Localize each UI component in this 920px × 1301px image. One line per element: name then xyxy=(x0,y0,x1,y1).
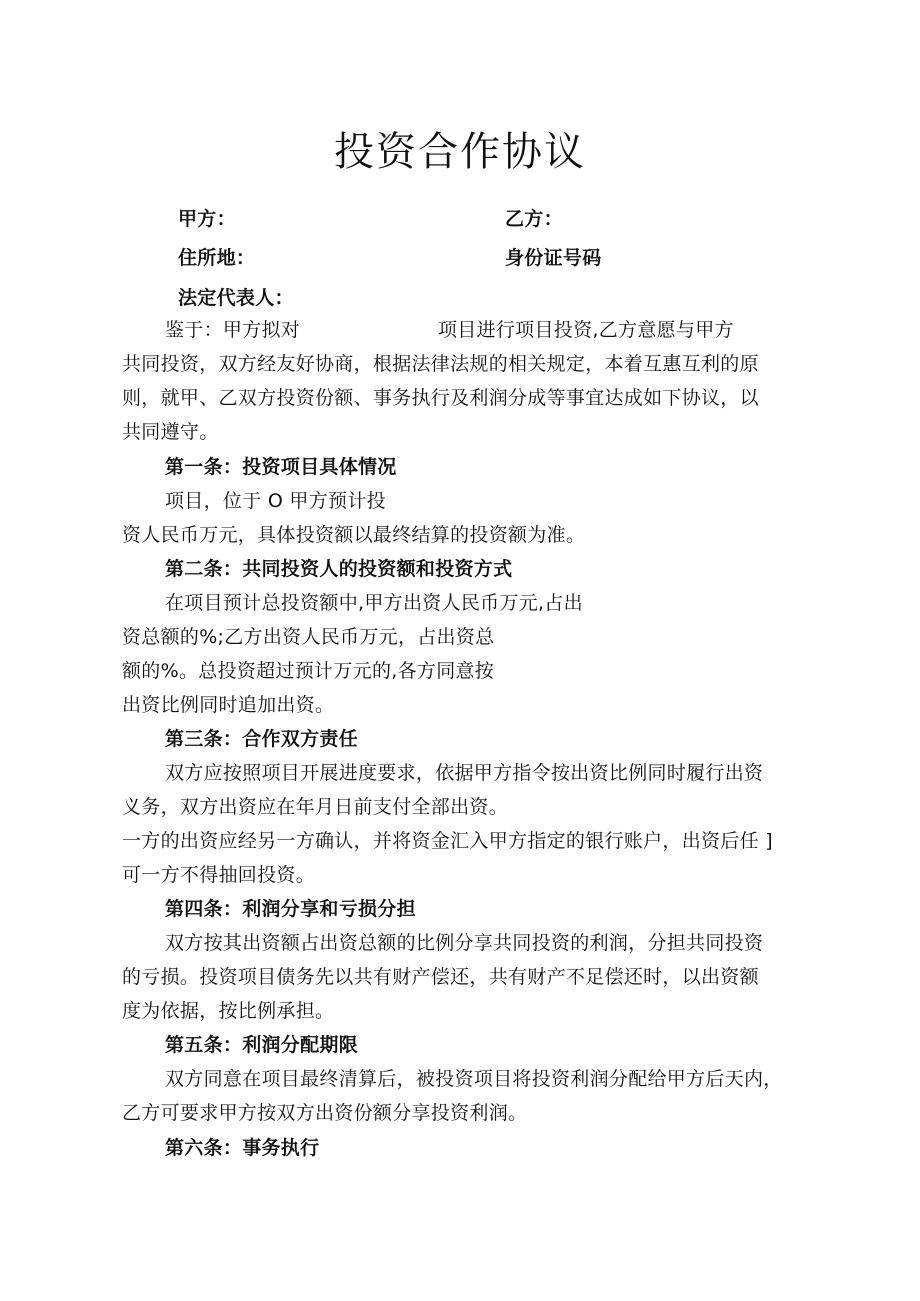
party-b-label: 乙方： xyxy=(505,208,563,230)
article-2-line: 在项目预计总投资额中,甲方出资人民币万元,占出 xyxy=(165,592,583,614)
preamble-line: 项目进行项目投资,乙方意愿与甲方 xyxy=(438,319,734,341)
document-title: 投资合作协议 xyxy=(334,129,586,175)
article-1-line: 资人民币万元，具体投资额以最终结算的投资额为准。 xyxy=(122,524,586,546)
article-2-line: 额的%。总投资超过预计万元的,各方同意按 xyxy=(122,660,495,682)
article-3-line: 一方的出资应经另一方确认，并将资金汇入甲方指定的银行账户，出资后任 ] xyxy=(122,830,773,852)
article-3-line: 义务，双方出资应在年月日前支付全部出资。 xyxy=(122,796,509,818)
article-6-heading: 第六条：事务执行 xyxy=(165,1137,320,1159)
legal-rep-label: 法定代表人： xyxy=(178,287,294,309)
address-label: 住所地： xyxy=(178,247,256,269)
article-3-heading: 第三条：合作双方责任 xyxy=(165,728,359,750)
article-2-line: 资总额的%;乙方出资人民币万元，占出资总 xyxy=(122,626,495,648)
article-2-heading: 第二条：共同投资人的投资额和投资方式 xyxy=(165,558,513,580)
preamble-line: 共同投资，双方经友好协商，根据法律法规的相关规定，本着互惠互利的原 xyxy=(122,353,759,375)
article-5-heading: 第五条：利润分配期限 xyxy=(165,1034,359,1056)
article-4-heading: 第四条：利润分享和亏损分担 xyxy=(165,898,416,920)
article-4-line: 双方按其出资额占出资总额的比例分享共同投资的利润，分担共同投资 xyxy=(165,932,764,954)
article-3-line: 双方应按照项目开展进度要求，依据甲方指令按出资比例同时履行出资 xyxy=(165,762,764,784)
preamble-line: 鉴于：甲方拟对 xyxy=(165,319,301,341)
party-a-label: 甲方： xyxy=(178,208,236,230)
article-1-heading: 第一条：投资项目具体情况 xyxy=(165,456,397,478)
id-number-label: 身份证号码 xyxy=(505,247,602,269)
preamble-line: 则，就甲、乙双方投资份额、事务执行及利润分成等事宜达成如下协议，以 xyxy=(122,387,759,409)
article-5-line: 双方同意在项目最终清算后，被投资项目将投资利润分配给甲方后天内， xyxy=(165,1068,783,1090)
article-4-line: 的亏损。投资项目债务先以共有财产偿还，共有财产不足偿还时，以出资额 xyxy=(122,966,759,988)
article-5-line: 乙方可要求甲方按双方出资份额分享投资利润。 xyxy=(122,1102,528,1124)
article-2-line: 出资比例同时追加出资。 xyxy=(122,694,335,716)
article-4-line: 度为依据，按比例承担。 xyxy=(122,1000,335,1022)
article-3-line: 可一方不得抽回投资。 xyxy=(122,864,316,886)
preamble-line: 共同遵守。 xyxy=(122,421,219,443)
article-1-line: 项目，位于 O 甲方预计投 xyxy=(165,490,386,512)
